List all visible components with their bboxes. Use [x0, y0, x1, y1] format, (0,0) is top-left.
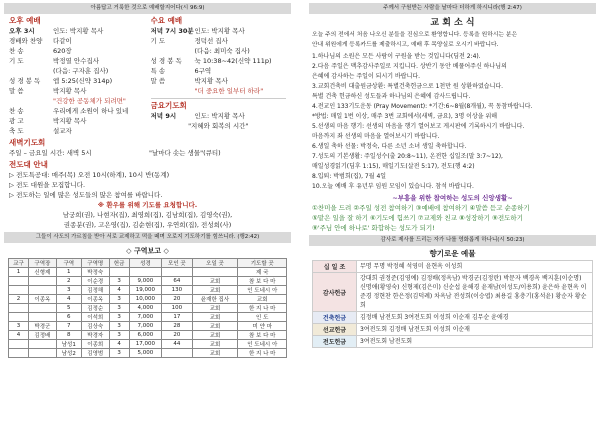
zone-report-table [8, 258, 287, 358]
left-page [0, 0, 295, 424]
table-cell [28, 277, 56, 286]
order-label: 특 송 [150, 67, 166, 75]
order-value: "건강한 공동체가 되려면" [53, 97, 126, 105]
table-cell: 100 [162, 304, 192, 313]
table-cell: 신형제 [28, 268, 56, 277]
table-cell: 3 [9, 322, 29, 331]
notice-item: 특별 건축 헌금하신 성도들과 하나님의 은혜에 감사드립니다. [312, 93, 471, 100]
table-cell: 3 [109, 277, 129, 286]
notice-item: 은혜에 감사하는 주일이 되시기 바랍니다. [312, 73, 421, 80]
order-value: 박정열 안수집사 [53, 57, 100, 65]
notice-item: 3.교회건축비 대출원금상환: 특별건축헌금으로 1천만 원 상환하였습니다. [312, 83, 504, 90]
table-header: 교구 [9, 259, 29, 268]
table-cell [109, 268, 129, 277]
table-cell [9, 349, 29, 358]
order-value: 우리에게 소원이 하나 있네 [53, 107, 129, 115]
service-time: 저녁 9시 [150, 112, 177, 120]
table-row [9, 322, 287, 331]
offering-title: 향기로운 예물 [429, 249, 476, 258]
table-cell: 교회 [192, 349, 238, 358]
notice-title: 교 회 소 식 [430, 18, 475, 28]
table-cell [129, 268, 162, 277]
table-cell: 4,000 [129, 304, 162, 313]
service-presider: 인도: 박지황 목사 [194, 112, 245, 120]
table-cell: 6 [56, 313, 81, 322]
section-title: 새벽기도회 [9, 138, 46, 147]
notice-item: 8.입퇴: 박범희(집), 7월 4일 [312, 173, 387, 180]
order-row [151, 36, 287, 46]
table-cell: 2 [56, 277, 81, 286]
table-cell [9, 313, 29, 322]
service-time: 저녁 7시 30분 [150, 27, 194, 35]
evangelism-line: ▷ 전도하는 일에 많은 성도들의 많은 참여를 바랍니다. [9, 191, 163, 199]
order-value: 박지황 목사 [53, 117, 87, 125]
table-row [9, 277, 287, 286]
table-cell: 교회 [192, 304, 238, 313]
table-cell: 남성1 [56, 340, 81, 349]
table-row [9, 286, 287, 295]
table-cell: 김상숙 [81, 322, 109, 331]
table-header: 모인 곳 [162, 259, 192, 268]
offering-row [313, 261, 593, 273]
offering-label: 십 일 조 [313, 261, 357, 273]
order-label: 성 경 봉 독 [150, 57, 182, 65]
table-cell: 5,000 [129, 349, 162, 358]
section-title: 전도대 안내 [9, 160, 48, 169]
right-top-banner: 주께서 구원받는 사람을 날마다 더하게 하시니라(행 2:47) [309, 3, 596, 14]
wednesday-service [148, 16, 290, 136]
table-cell: 이석희 [81, 313, 109, 322]
diamond-icon: ◇ [126, 247, 132, 255]
table-cell: 4 [109, 286, 129, 295]
notice-item: 5.선생의 마음 행기: 선생의 마음을 행기 열어보고 게시판에 기록하시기 바랍니다. [312, 123, 525, 130]
table-cell: 3 [109, 313, 129, 322]
table-cell: 17,000 [129, 340, 162, 349]
order-row [9, 106, 145, 116]
order-value: 설교자 [53, 127, 72, 135]
evangelism-line: ▷ 전도특공대: 매주(목) 오전 10시(하계), 10시 반(동계) [9, 171, 170, 179]
notice-item: 7.성도의 기본생활: 주일성수(출 20:8~11), 온전한 십일조(말 3:7~12), [312, 153, 503, 160]
table-cell: 1 [9, 268, 29, 277]
table-cell: 이종옥 [28, 295, 56, 304]
order-label: 찬 송 [9, 47, 24, 55]
table-cell [192, 268, 238, 277]
table-cell [28, 340, 56, 349]
order-row [151, 76, 287, 86]
table-cell: 교회 [238, 295, 287, 304]
table-cell: 교회 [192, 313, 238, 322]
notice-item: 1.하나님의 소원은 모든 사람이 구원을 받는 것입니다(딤전 2:4). [312, 53, 481, 60]
zone-report-title: ◇ 구역보고 ◇ [126, 247, 169, 255]
prayer-request-note: ※ 환우를 위해 기도를 요청합니다. [97, 201, 198, 209]
notice-list [312, 52, 593, 192]
offering-table [312, 260, 593, 348]
table-cell: 인 도네시 아 [238, 286, 287, 295]
order-label: 말 씀 [150, 77, 166, 85]
closing-verse: 감사로 제사를 드리는 자가 나를 영화롭게 하나니(시 50:23) [309, 235, 596, 246]
order-row [9, 56, 145, 66]
table-header: 헌금 [109, 259, 129, 268]
order-value: 눅 10:38~42(신약 111p) [194, 57, 272, 65]
order-label: 기 도 [150, 37, 166, 45]
worship-columns [6, 16, 289, 136]
table-cell: 참 보 다 마 [238, 277, 287, 286]
table-row [9, 295, 287, 304]
table-row [9, 349, 287, 358]
table-row [9, 331, 287, 340]
table-cell: 김정해 [81, 286, 109, 295]
table-cell [9, 340, 29, 349]
table-header: 기도할 곳 [238, 259, 287, 268]
table-cell: 19,000 [129, 286, 162, 295]
table-cell: 7,000 [129, 322, 162, 331]
order-value: 정덕선 집사 [194, 37, 228, 45]
table-cell: 김정순 [81, 304, 109, 313]
table-cell: 7 [56, 322, 81, 331]
offering-label: 감사헌금 [313, 273, 357, 312]
cheer-section [312, 193, 593, 233]
table-cell [9, 304, 29, 313]
offering-names: 김정배 남전도회 3여전도회 이성희 이순재 김무순 윤애경 [357, 312, 593, 324]
table-cell [28, 304, 56, 313]
table-cell: 4 [109, 340, 129, 349]
table-row [9, 340, 287, 349]
order-row [151, 66, 287, 76]
order-row [9, 66, 145, 76]
table-cell: 6,000 [129, 331, 162, 340]
order-label: 광 고 [9, 117, 24, 125]
notice-item: 6.생일 축하 선물: 박정숙, 다른 소년 소녀 생일 축하합니다. [312, 143, 467, 150]
order-value: 엡 5:25(신약 314p) [53, 77, 113, 85]
table-cell [9, 277, 29, 286]
order-value: 다같이 [53, 37, 72, 45]
dawn-prayer [9, 138, 286, 158]
order-value: 620장 [53, 47, 72, 55]
table-row [9, 304, 287, 313]
left-top-banner: 아름답고 거룩한 것으로 예배할지어다(시 96:9) [4, 3, 291, 14]
table-cell: 인 도 [238, 313, 287, 322]
order-row [9, 126, 145, 136]
order-value: 6구역 [194, 67, 212, 75]
notice-item: 10.오늘 예배 후 유년부 임원 모임이 있습니다. 참석 바랍니다. [312, 183, 474, 190]
order-row [9, 96, 145, 106]
table-cell: 1 [56, 268, 81, 277]
offering-label: 전도헌금 [313, 336, 357, 348]
order-label [151, 86, 195, 96]
service-message: "지혜와 회복의 시간" [188, 122, 249, 130]
table-cell: 참 보 다 마 [238, 331, 287, 340]
table-cell: 8 [56, 331, 81, 340]
table-cell: 남성2 [56, 349, 81, 358]
table-cell: 17 [162, 313, 192, 322]
notice-intro: 오늘 주의 전에서 처음 나오신 분들을 진심으로 환영합니다. 등록을 원하시는 분은 안내 위원에게 등록카드를 제출하시고, 예배 후 목양실로 오시기 바랍니다. [312, 32, 518, 48]
notice-item: 마음까지 좌 선생의 마음을 열어보시기 바랍니다. [312, 133, 440, 140]
service-order [9, 36, 145, 136]
table-cell: 한 지 나 마 [238, 304, 287, 313]
table-cell: 2 [9, 295, 29, 304]
offering-row [313, 336, 593, 348]
order-row [9, 86, 145, 96]
table-cell [9, 286, 29, 295]
table-cell [28, 313, 56, 322]
table-cell: 28 [162, 322, 192, 331]
right-page [305, 0, 600, 424]
order-row [151, 86, 287, 96]
offering-label: 선교헌금 [313, 324, 357, 336]
offering-names: 강대희 권정준(김영예) 김정배(정옥남) 박경군(김정란) 박문자 백경옥 백지훈(이순명) 신명애(황영숙) 신형제(김은미) 신순섭 윤해경 윤재남(이성도/이용희) 윤은하 윤현옥 이준경 정현찬 한은정(김덕례) 차옥남 전성희(이승엽) 최용길 홍충기(홍석윤) 황순자 황순희 [357, 273, 593, 312]
offering-row [313, 312, 593, 324]
left-bottom-banner: 그들이 사도의 가르침을 받아 서로 교제하고 떡을 떼며 오로지 기도하기를 힘쓰니라. (행2:42) [4, 232, 291, 243]
order-label: 기 도 [9, 57, 24, 65]
table-cell: 3 [109, 349, 129, 358]
order-value: 박지황 목사 [194, 77, 228, 85]
table-cell: 교회 [192, 331, 238, 340]
table-cell: 3 [109, 322, 129, 331]
order-label: 말 씀 [9, 87, 24, 95]
table-cell: 김정배 [28, 331, 56, 340]
table-cell: 3 [56, 286, 81, 295]
table-cell: 김영범 [81, 349, 109, 358]
prayer-names: 남궁희(권), 나현자(집), 최영희(집), 김남희(집), 김영숙(권), [62, 211, 233, 219]
offering-names: 3여전도회 김정배 남전도회 이성희 이순재 [357, 324, 593, 336]
table-cell: 교회 [192, 322, 238, 331]
order-label: 성 경 봉 독 [9, 77, 41, 85]
table-cell: 44 [162, 340, 192, 349]
offering-row [313, 324, 593, 336]
notice-item: 4.전교인 133기도운동 (Pray Movement): *기간:6~8월(8개월), 꼭 동참바랍니다. [312, 103, 533, 110]
table-header: 구역명 [81, 259, 109, 268]
evangelism-line: ▷ 전도 대원을 모집합니다. [9, 181, 86, 189]
order-label [9, 66, 53, 76]
table-cell: 교회 [192, 286, 238, 295]
table-cell: 3 [109, 304, 129, 313]
table-header: 성경 [129, 259, 162, 268]
table-cell: 3 [109, 331, 129, 340]
sunday-afternoon-service [6, 16, 148, 136]
service-time: 오후 3시 [9, 27, 35, 35]
table-header: 오일 곳 [192, 259, 238, 268]
cheer-line: ①찬미을 드려 ②주일 성전 참여하기 ③예배에 참여하기 ④말씀 듣고 순종하기 [312, 204, 530, 212]
order-label [9, 96, 53, 106]
table-cell: 박경군 [28, 322, 56, 331]
table-cell: 제 국 [238, 268, 287, 277]
table-cell: 미 얀 마 [238, 322, 287, 331]
order-value: "더 중요한 일부터 하라" [194, 87, 264, 95]
table-cell: 20 [162, 331, 192, 340]
table-cell: 130 [162, 286, 192, 295]
table-cell [28, 286, 56, 295]
order-row [9, 46, 145, 56]
table-cell: 10,000 [129, 295, 162, 304]
order-row [9, 36, 145, 46]
table-cell: 9,000 [129, 277, 162, 286]
table-cell: 이종희 [81, 340, 109, 349]
table-cell: 5 [56, 304, 81, 313]
offering-names: 3여전도회 남전도회 [357, 336, 593, 348]
table-cell: 20 [162, 295, 192, 304]
notice-item: *방법: 매일 1번 이상, 매주 3번 교회에서(새벽, 금요), 3명 이상을 위해 [312, 113, 498, 120]
cheer-line: ⑨'주님 안에 하나로' 화합하는 성도가 되기! [312, 224, 435, 232]
order-label: 축 도 [9, 127, 24, 135]
table-header: 구역장 [28, 259, 56, 268]
service-order [151, 36, 287, 96]
prayer-names: 권종분(권), 고은영(집), 김순현(집), 우연희(집), 전성희(사) [63, 221, 232, 229]
table-cell: 박정숙 [81, 268, 109, 277]
evangelism-info [9, 160, 286, 230]
order-row [9, 116, 145, 126]
service-presider: 인도: 박지황 목사 [194, 27, 245, 35]
offering-names: 무명 무명 박정혜 석영미 윤현옥 이성희 [357, 261, 593, 273]
section-title: 오후 예배 [9, 16, 41, 25]
notice-item: 매일성경읽기(딤후 1:15), 매일기도(살전 5:17), 전도(행 4:2) [312, 163, 475, 170]
service-presider: 인도: 박지황 목사 [53, 27, 104, 35]
table-cell: 4 [9, 331, 29, 340]
table-cell: 박경자 [81, 331, 109, 340]
order-row [151, 46, 287, 56]
order-label [151, 46, 195, 56]
table-cell: 한 지 나 마 [238, 349, 287, 358]
order-row [151, 56, 287, 66]
table-header: 구역 [56, 259, 81, 268]
order-label: 경배와 찬양 [9, 37, 43, 45]
table-cell [28, 349, 56, 358]
table-cell: 교회 [192, 277, 238, 286]
order-label: 찬 송 [9, 107, 24, 115]
order-row [9, 76, 145, 86]
table-cell: 이순경 [81, 277, 109, 286]
table-cell: 7,000 [129, 313, 162, 322]
table-cell [162, 349, 192, 358]
table-row [9, 313, 287, 322]
notice-item: 2.다음 주일은 맥추감사주일로 지킵니다. 상반기 동안 베풀어주신 하나님의 [312, 63, 507, 70]
table-cell: 교회 [192, 340, 238, 349]
dawn-message: "날마다 솟는 생물"(큐티) [149, 149, 221, 157]
cheer-title: ~부흥을 위한 참여하는 성도의 신앙생활~ [392, 194, 513, 202]
order-value: (다음: 구자훈 집사) [53, 67, 109, 75]
cheer-line: ⑤맡은 일을 잘 하기 ⑥기도에 힘쓰기 ⑦교제와 친교 ⑧성장하기 ⑨전도하기 [312, 214, 523, 222]
table-cell: 윤재한 집사 [192, 295, 238, 304]
offering-row [313, 273, 593, 312]
dawn-time: 주일 – 금요일 시간: 새벽 5시 [9, 149, 92, 157]
table-cell: 3 [109, 295, 129, 304]
order-value: 박지황 목사 [53, 87, 87, 95]
section-title: 수요 예배 [150, 16, 183, 25]
table-row [9, 268, 287, 277]
table-cell: 인 도네시 아 [238, 340, 287, 349]
section-title: 금요기도회 [150, 101, 187, 110]
table-cell: 이종옥 [81, 295, 109, 304]
order-value: (다음: 최미숙 집사) [194, 47, 250, 55]
offering-label: 건축헌금 [313, 312, 357, 324]
table-cell [162, 268, 192, 277]
table-cell: 4 [56, 295, 81, 304]
table-cell: 64 [162, 277, 192, 286]
diamond-icon: ◇ [163, 247, 169, 255]
